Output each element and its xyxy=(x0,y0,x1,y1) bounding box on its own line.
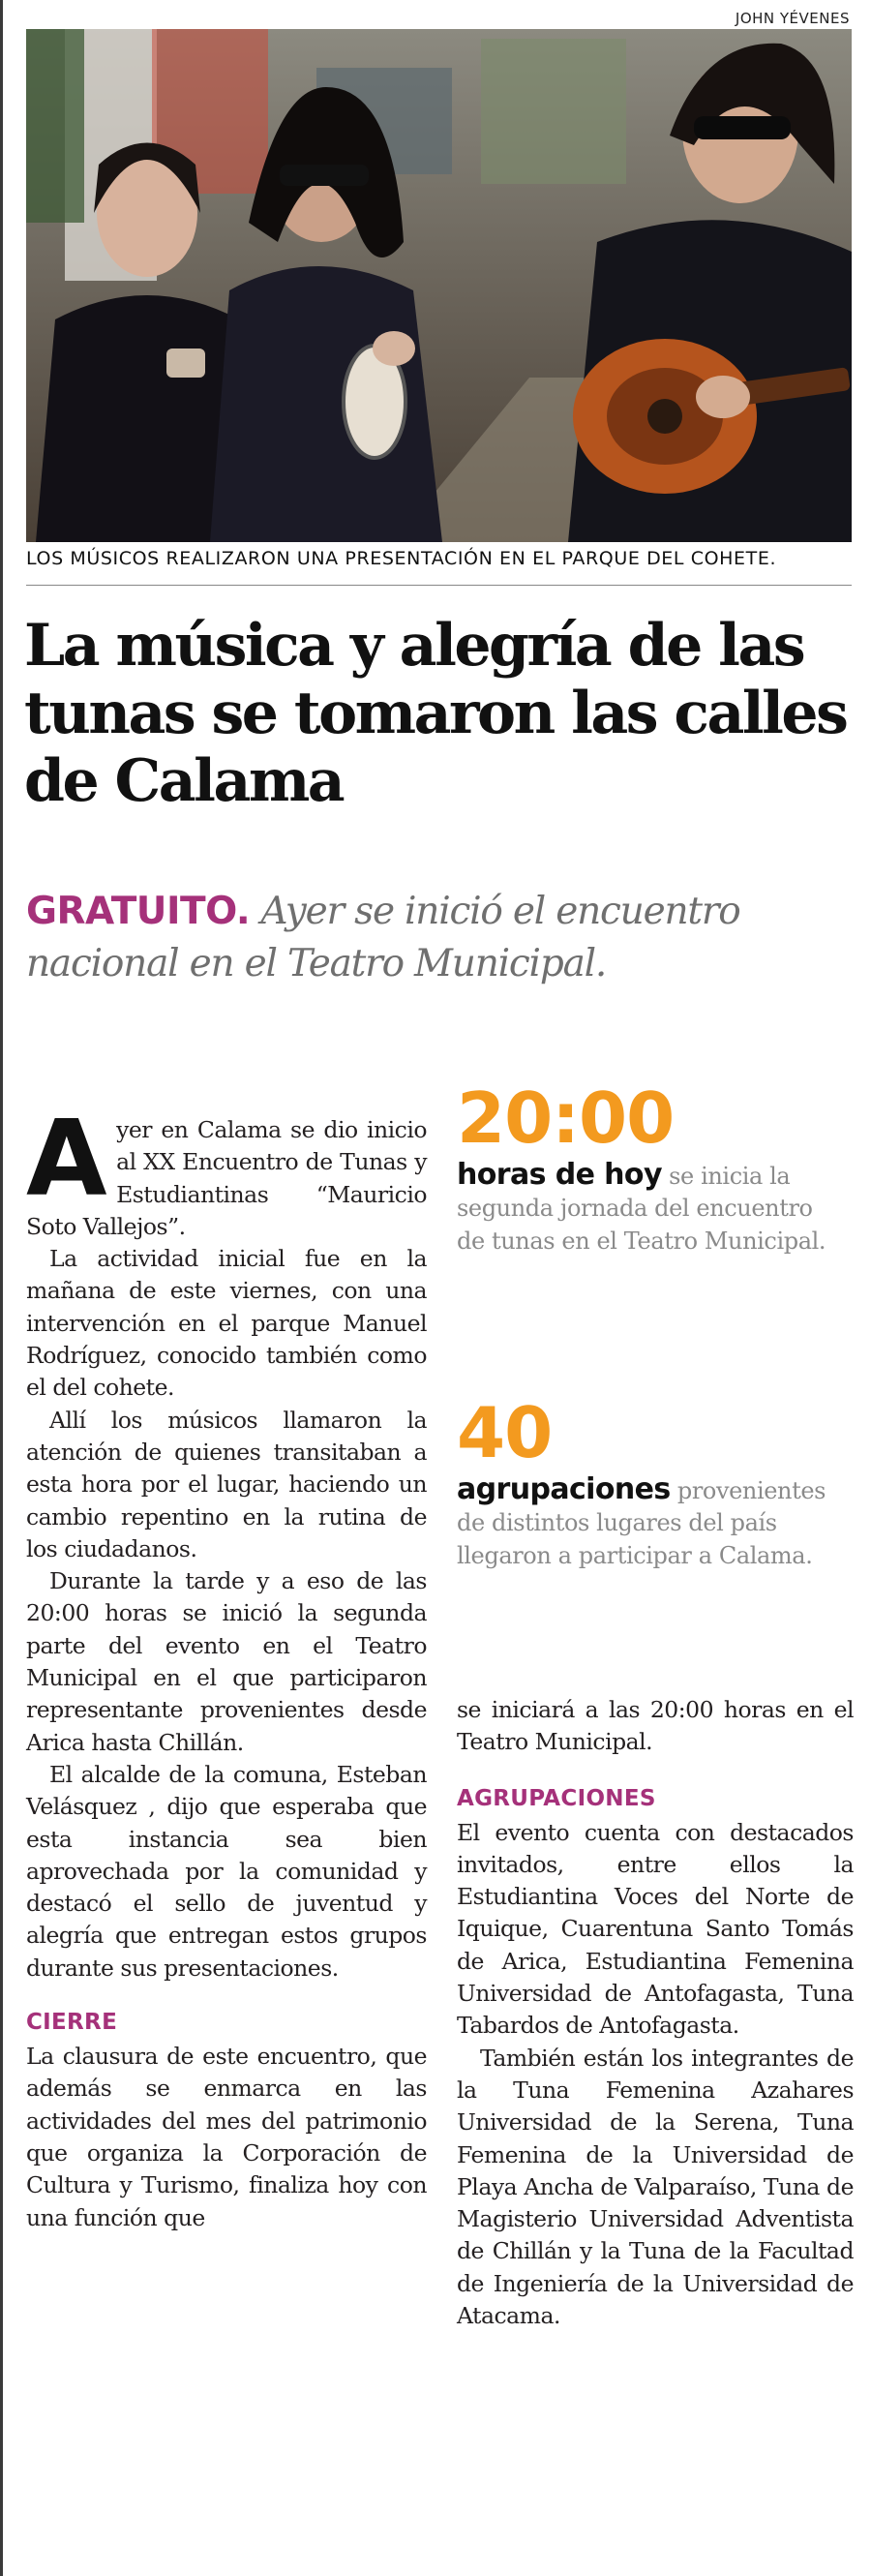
subhead-agrupaciones: AGRUPACIONES xyxy=(457,1785,656,1811)
body-column-right xyxy=(457,1694,854,2332)
drop-cap: A xyxy=(26,1099,107,1220)
stat-label: agrupaciones xyxy=(457,1472,671,1506)
stat-description xyxy=(457,1159,844,1258)
body-paragraph: Durante la tarde y a eso de las 20:00 horas se inició la segunda parte del evento en el Teatro Municipal en el que participaron representante provenientes desde Arica hasta Chillán. xyxy=(26,1567,427,1756)
body-paragraph: También están los integrantes de la Tuna Femenina Azahares Universidad de la Serena, Tuna Femenina de la Universidad de Playa Ancha de Valparaíso, Tuna de Magisterio Universidad Adventista de Chillán y la Tuna de la Facultad de Ingeniería de la Universidad de Atacama. xyxy=(457,2044,854,2330)
stat-number: 40 xyxy=(457,1392,553,1473)
stat-box-time xyxy=(457,1077,844,1258)
article-headline: La música y alegría de las tunas se tomaron las calles de Calama xyxy=(24,612,847,815)
body-column-left xyxy=(26,1099,427,2234)
stat-text: se inicia la segunda jornada del encuentro de tunas en el Teatro Municipal. xyxy=(457,1163,826,1255)
body-paragraph: El evento cuenta con destacados invitados, entre ellos la Estudiantina Voces del Norte de Iquique, Cuarentuna Santo Tomás de Arica, Estudiantina Femenina Universidad de Antofagasta, Tuna Tabardos de Antofagasta. xyxy=(457,1818,854,2040)
stat-text: provenientes de distintos lugares del país llegaron a participar a Calama. xyxy=(457,1477,826,1569)
stat-description xyxy=(457,1473,844,1572)
stat-label: horas de hoy xyxy=(457,1158,662,1192)
musicians-photo-illustration xyxy=(26,29,852,542)
body-paragraph: La clausura de este encuentro, que además se enmarca en las actividades del mes del patrimonio que organiza la Corporación de Cultura y Turismo, finaliza hoy con una función que xyxy=(26,2043,427,2231)
lead-text: yer en Calama se dio inicio al XX Encuentro de Tunas y Estudiantinas “Mauricio Soto Vallejos”. xyxy=(26,1116,427,1240)
body-paragraph: Allí los músicos llamaron la atención de quienes transitaban a esta hora por el lugar, haciendo un cambio repentino en la rutina de los ciudadanos. xyxy=(26,1406,427,1562)
deck-text: Ayer se inició el encuentro nacional en el Teatro Municipal. xyxy=(26,890,740,985)
news-photo xyxy=(26,29,852,542)
body-paragraph: La actividad inicial fue en la mañana de este viernes, con una intervención en el parque Manuel Rodríguez, conocido también como el del cohete. xyxy=(26,1245,427,1402)
photo-credit: JOHN YÉVENES xyxy=(735,10,850,27)
caption-divider xyxy=(26,585,852,586)
page-left-rule xyxy=(0,0,3,2576)
body-paragraph: El alcalde de la comuna, Esteban Velásquez , dijo que esperaba que esta instancia sea bien aprovechada por la comunidad y destacó el sello de juventud y alegría que entregan estos grupos durante sus presentaciones. xyxy=(26,1760,427,1982)
subhead-cierre: CIERRE xyxy=(26,2010,118,2036)
deck-kicker: GRATUITO. xyxy=(26,890,251,933)
body-paragraph: se iniciará a las 20:00 horas en el Teatro Municipal. xyxy=(457,1696,854,1756)
photo-caption: LOS MÚSICOS REALIZARON UNA PRESENTACIÓN EN EL PARQUE DEL COHETE. xyxy=(26,548,777,569)
article-deck xyxy=(26,886,858,990)
stat-number: 20:00 xyxy=(457,1077,675,1159)
stat-box-groups xyxy=(457,1392,844,1572)
body-paragraph xyxy=(26,1099,427,1243)
